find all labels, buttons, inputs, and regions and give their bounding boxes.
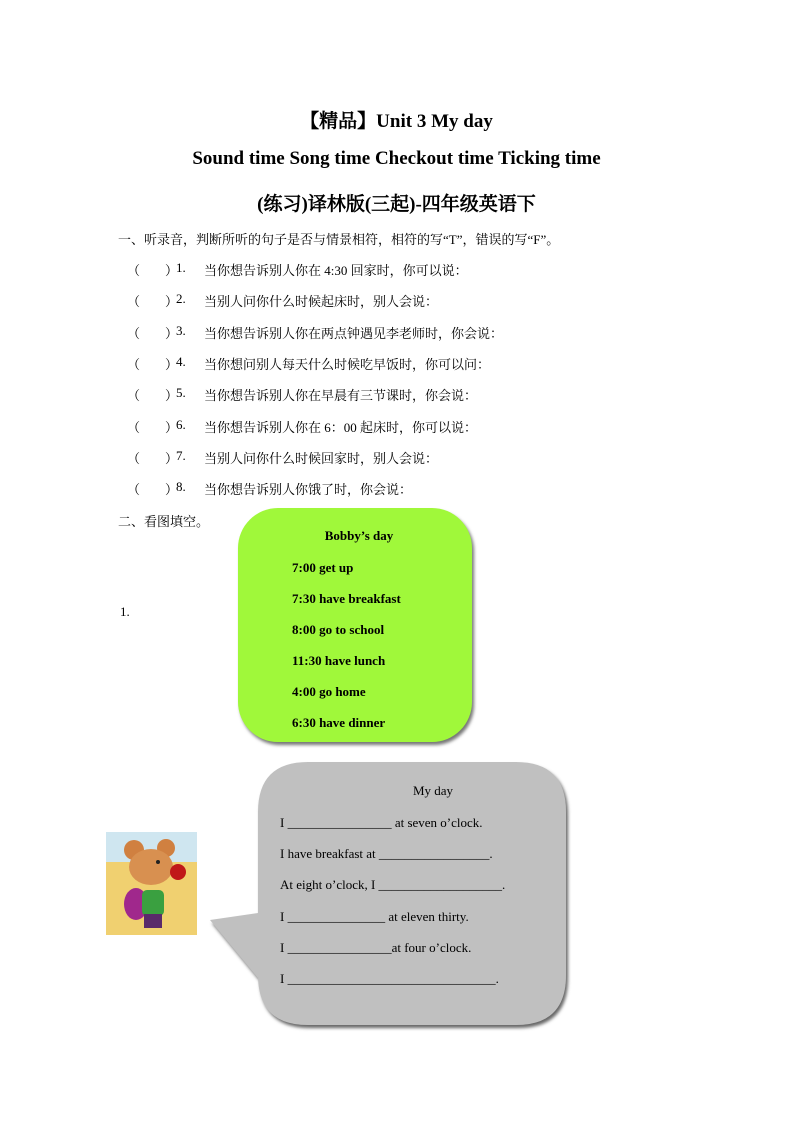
question-text: 当你想问别人每天什么时候吃早饭时，你可以问： — [204, 356, 491, 372]
answer-paren-open: （ — [127, 419, 141, 435]
fill-blank-line: I ________________________________. — [280, 971, 499, 986]
section2-heading: 二、看图填空。 — [118, 514, 210, 529]
question-text: 当你想告诉别人你饿了时，你会说： — [204, 482, 413, 498]
question-number: 6. — [176, 416, 186, 432]
answer-paren-open: （ — [127, 450, 141, 466]
fill-blank-line: At eight o’clock, I ___________________. — [280, 877, 506, 893]
question-text: 当你想告诉别人你在 6：00 起床时，你可以说： — [204, 419, 478, 435]
answer-paren-open: （ — [127, 356, 141, 372]
question-text: 当别人问你什么时候起床时，别人会说： — [204, 294, 439, 310]
answer-paren-close: ） — [165, 356, 179, 372]
schedule-item: 6:30 have dinner — [292, 715, 386, 730]
title-line-1: 【精品】Unit 3 My day — [300, 111, 493, 132]
answer-paren-close: ） — [165, 325, 179, 341]
schedule-title: Bobby’s day — [324, 528, 394, 543]
schedule-item: 7:30 have breakfast — [292, 591, 401, 606]
myday-title: My day — [412, 783, 454, 798]
question-number: 4. — [176, 353, 186, 369]
question-text: 当你想告诉别人你在早晨有三节课时，你会说： — [204, 388, 478, 404]
answer-paren-close: ） — [165, 419, 179, 435]
item-number: 1. — [120, 604, 130, 619]
schedule-item: 4:00 go home — [292, 684, 366, 699]
answer-paren-open: （ — [127, 388, 141, 404]
question-number: 7. — [176, 447, 186, 463]
answer-paren-close: ） — [165, 263, 179, 278]
answer-paren-close: ） — [165, 388, 179, 404]
answer-paren-open: （ — [127, 263, 141, 278]
fill-blank-line: I have breakfast at _________________. — [280, 846, 493, 862]
title-line-3: (练习)译林版(三起)-四年级英语下 — [257, 194, 536, 215]
schedule-item: 8:00 go to school — [292, 622, 385, 637]
answer-paren-open: （ — [127, 325, 141, 341]
fill-blank-line: I ________________at four o’clock. — [280, 939, 472, 955]
section1-heading: 一、听录音，判断所听的句子是否与情景相符，相符的写“T”，错误的写“F”。 — [118, 232, 560, 247]
fill-blank-line: I ________________ at seven o’clock. — [280, 815, 483, 830]
mouse-picture — [106, 832, 197, 935]
question-number: 2. — [176, 291, 186, 307]
answer-paren-close: ） — [165, 450, 179, 466]
schedule-item: 11:30 have lunch — [292, 653, 386, 668]
question-text: 当你想告诉别人你在两点钟遇见李老师时，你会说： — [204, 325, 504, 341]
question-text: 当你想告诉别人你在 4:30 回家时，你可以说： — [204, 263, 468, 278]
question-number: 5. — [176, 385, 186, 401]
title-line-2: Sound time Song time Checkout time Ticking time — [192, 148, 601, 169]
question-number: 8. — [176, 479, 186, 495]
answer-paren-open: （ — [127, 482, 141, 498]
answer-paren-close: ） — [165, 482, 179, 498]
question-number: 1. — [176, 260, 186, 275]
answer-paren-open: （ — [127, 294, 141, 310]
question-number: 3. — [176, 322, 186, 338]
schedule-item: 7:00 get up — [292, 560, 354, 575]
answer-paren-close: ） — [165, 294, 179, 310]
question-text: 当别人问你什么时候回家时，别人会说： — [204, 450, 439, 466]
fill-blank-line: I _______________ at eleven thirty. — [280, 908, 469, 924]
